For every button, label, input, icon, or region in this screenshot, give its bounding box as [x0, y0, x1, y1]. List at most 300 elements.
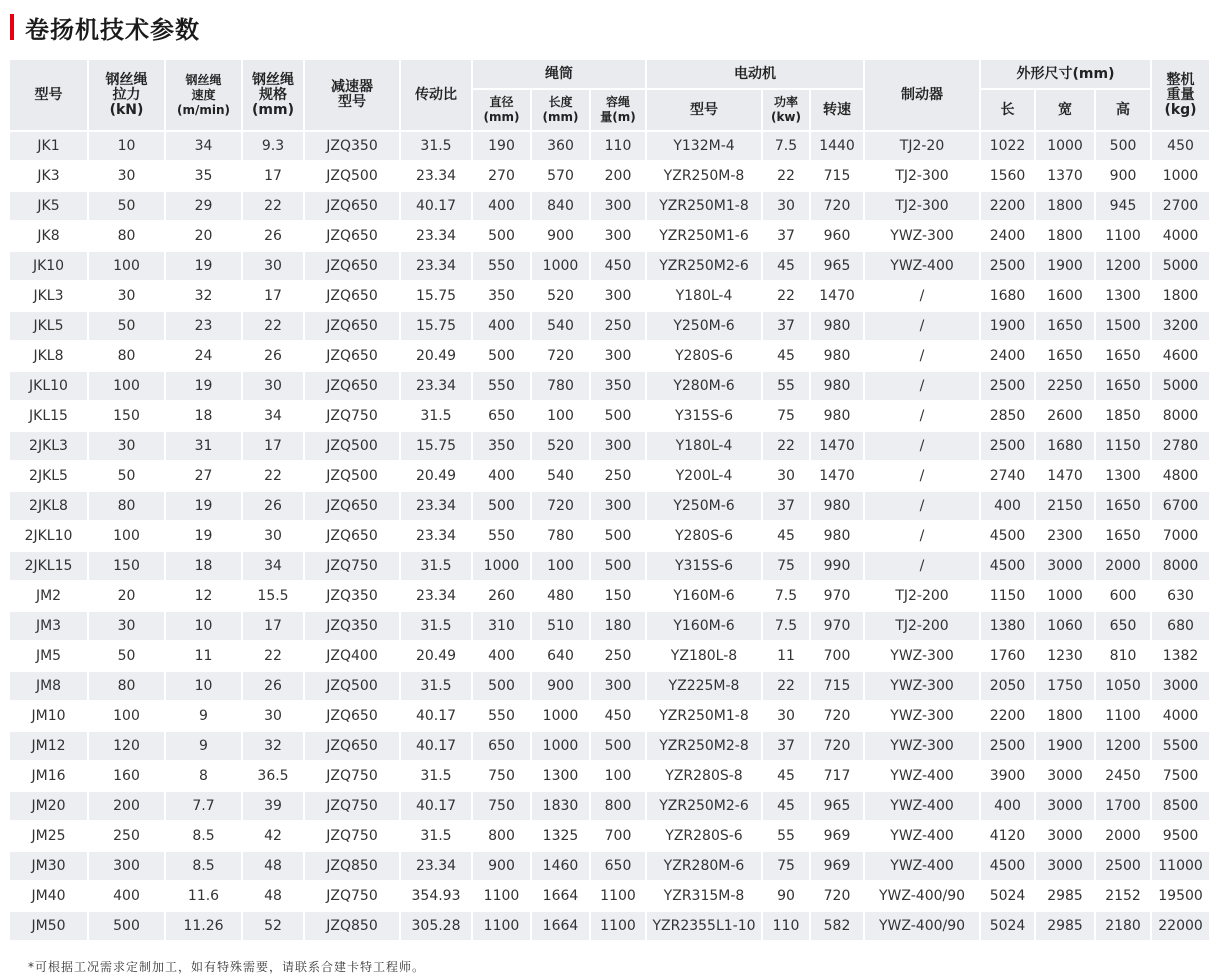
col-header-brake: 制动器	[865, 60, 979, 130]
table-row	[10, 132, 1209, 160]
cell-drum-capacity: 250	[591, 312, 645, 340]
cell-dim-height: 650	[1096, 612, 1150, 640]
cell-ratio: 23.34	[401, 222, 471, 250]
table-row	[10, 822, 1209, 850]
cell-rope-tension: 500	[89, 912, 164, 940]
cell-brake: YWZ-400/90	[865, 912, 979, 940]
cell-ratio: 23.34	[401, 252, 471, 280]
cell-model: JM8	[10, 672, 87, 700]
cell-motor-speed: 720	[811, 192, 863, 220]
cell-dim-height: 1200	[1096, 252, 1150, 280]
cell-drum-length: 360	[532, 132, 589, 160]
cell-dim-height: 1650	[1096, 522, 1150, 550]
col-header-rope-tension: 钢丝绳 拉力 (kN)	[89, 60, 164, 130]
cell-rope-speed: 29	[166, 192, 241, 220]
cell-drum-length: 780	[532, 522, 589, 550]
cell-motor-model: Y280S-6	[647, 522, 761, 550]
cell-drum-length: 1830	[532, 792, 589, 820]
cell-model: JM5	[10, 642, 87, 670]
col-group-dimensions: 外形尺寸(mm)	[981, 60, 1150, 88]
cell-drum-length: 540	[532, 462, 589, 490]
cell-model: JM20	[10, 792, 87, 820]
cell-weight: 3200	[1152, 312, 1209, 340]
cell-dim-length: 2500	[981, 372, 1034, 400]
cell-weight: 8000	[1152, 402, 1209, 430]
cell-drum-capacity: 200	[591, 162, 645, 190]
cell-dim-length: 4500	[981, 552, 1034, 580]
cell-motor-model: Y200L-4	[647, 462, 761, 490]
cell-dim-length: 400	[981, 792, 1034, 820]
cell-model: JM50	[10, 912, 87, 940]
col-header-motor-model: 型号	[647, 90, 761, 130]
cell-dim-height: 1050	[1096, 672, 1150, 700]
cell-reducer: JZQ650	[305, 372, 399, 400]
cell-rope-speed: 24	[166, 342, 241, 370]
cell-motor-speed: 700	[811, 642, 863, 670]
cell-rope-speed: 11	[166, 642, 241, 670]
cell-rope-spec: 30	[243, 702, 303, 730]
cell-dim-length: 1760	[981, 642, 1034, 670]
cell-brake: TJ2-200	[865, 612, 979, 640]
cell-reducer: JZQ850	[305, 912, 399, 940]
cell-dim-width: 1470	[1036, 462, 1094, 490]
cell-ratio: 31.5	[401, 132, 471, 160]
table-row	[10, 342, 1209, 370]
cell-motor-speed: 965	[811, 252, 863, 280]
table-row	[10, 222, 1209, 250]
cell-dim-height: 1650	[1096, 342, 1150, 370]
cell-motor-speed: 1470	[811, 282, 863, 310]
cell-drum-diameter: 500	[473, 492, 530, 520]
cell-motor-power: 37	[763, 492, 809, 520]
cell-reducer: JZQ400	[305, 642, 399, 670]
cell-rope-speed: 19	[166, 522, 241, 550]
cell-rope-spec: 48	[243, 852, 303, 880]
cell-model: JKL5	[10, 312, 87, 340]
cell-drum-diameter: 900	[473, 852, 530, 880]
cell-motor-model: YZR2355L1-10	[647, 912, 761, 940]
cell-drum-diameter: 550	[473, 252, 530, 280]
cell-rope-spec: 39	[243, 792, 303, 820]
cell-dim-length: 1680	[981, 282, 1034, 310]
cell-motor-speed: 970	[811, 612, 863, 640]
cell-dim-length: 2400	[981, 222, 1034, 250]
table-row	[10, 372, 1209, 400]
cell-weight: 2700	[1152, 192, 1209, 220]
table-row	[10, 672, 1209, 700]
cell-dim-length: 2500	[981, 252, 1034, 280]
cell-brake: /	[865, 492, 979, 520]
table-row	[10, 432, 1209, 460]
cell-motor-power: 75	[763, 402, 809, 430]
cell-dim-width: 1900	[1036, 252, 1094, 280]
table-row	[10, 282, 1209, 310]
cell-reducer: JZQ750	[305, 882, 399, 910]
cell-reducer: JZQ350	[305, 582, 399, 610]
cell-rope-spec: 30	[243, 522, 303, 550]
cell-rope-tension: 30	[89, 612, 164, 640]
cell-motor-power: 75	[763, 852, 809, 880]
table-row	[10, 492, 1209, 520]
cell-rope-tension: 160	[89, 762, 164, 790]
cell-motor-power: 30	[763, 462, 809, 490]
cell-weight: 1382	[1152, 642, 1209, 670]
cell-dim-height: 900	[1096, 162, 1150, 190]
table-row	[10, 852, 1209, 880]
cell-weight: 22000	[1152, 912, 1209, 940]
cell-dim-height: 2180	[1096, 912, 1150, 940]
cell-rope-speed: 10	[166, 672, 241, 700]
cell-motor-model: YZR280M-6	[647, 852, 761, 880]
cell-motor-speed: 969	[811, 852, 863, 880]
cell-dim-length: 2400	[981, 342, 1034, 370]
cell-dim-width: 1800	[1036, 222, 1094, 250]
table-row	[10, 312, 1209, 340]
cell-weight: 9500	[1152, 822, 1209, 850]
cell-rope-spec: 26	[243, 492, 303, 520]
table-row	[10, 762, 1209, 790]
cell-reducer: JZQ650	[305, 732, 399, 760]
cell-dim-height: 1500	[1096, 312, 1150, 340]
cell-rope-tension: 150	[89, 402, 164, 430]
cell-motor-power: 30	[763, 702, 809, 730]
table-row	[10, 882, 1209, 910]
cell-rope-tension: 50	[89, 462, 164, 490]
cell-rope-spec: 26	[243, 672, 303, 700]
cell-motor-power: 11	[763, 642, 809, 670]
cell-motor-power: 7.5	[763, 132, 809, 160]
cell-motor-model: Y132M-4	[647, 132, 761, 160]
cell-model: JK8	[10, 222, 87, 250]
cell-motor-speed: 715	[811, 672, 863, 700]
cell-reducer: JZQ750	[305, 792, 399, 820]
cell-motor-model: YZ225M-8	[647, 672, 761, 700]
cell-motor-speed: 980	[811, 522, 863, 550]
cell-rope-speed: 20	[166, 222, 241, 250]
cell-rope-spec: 22	[243, 192, 303, 220]
cell-model: 2JKL8	[10, 492, 87, 520]
cell-rope-speed: 12	[166, 582, 241, 610]
cell-dim-height: 1100	[1096, 222, 1150, 250]
cell-motor-power: 7.5	[763, 612, 809, 640]
cell-motor-model: Y315S-6	[647, 552, 761, 580]
cell-weight: 7000	[1152, 522, 1209, 550]
cell-rope-tension: 100	[89, 252, 164, 280]
cell-rope-spec: 26	[243, 342, 303, 370]
cell-dim-width: 1230	[1036, 642, 1094, 670]
cell-motor-speed: 965	[811, 792, 863, 820]
cell-rope-spec: 17	[243, 612, 303, 640]
cell-brake: YWZ-400	[865, 822, 979, 850]
cell-rope-speed: 8	[166, 762, 241, 790]
cell-rope-speed: 10	[166, 612, 241, 640]
cell-dim-height: 600	[1096, 582, 1150, 610]
cell-rope-speed: 19	[166, 252, 241, 280]
table-row	[10, 912, 1209, 940]
cell-rope-speed: 19	[166, 372, 241, 400]
table-row	[10, 642, 1209, 670]
cell-dim-width: 1370	[1036, 162, 1094, 190]
cell-weight: 7500	[1152, 762, 1209, 790]
cell-drum-length: 100	[532, 402, 589, 430]
cell-brake: YWZ-300	[865, 702, 979, 730]
cell-rope-speed: 9	[166, 702, 241, 730]
cell-brake: /	[865, 312, 979, 340]
cell-dim-length: 4500	[981, 522, 1034, 550]
cell-motor-power: 55	[763, 822, 809, 850]
cell-brake: YWZ-400	[865, 762, 979, 790]
cell-drum-capacity: 300	[591, 672, 645, 700]
cell-model: JK3	[10, 162, 87, 190]
cell-drum-length: 1000	[532, 732, 589, 760]
cell-motor-speed: 720	[811, 882, 863, 910]
cell-motor-speed: 990	[811, 552, 863, 580]
cell-model: JK10	[10, 252, 87, 280]
cell-reducer: JZQ350	[305, 132, 399, 160]
cell-dim-length: 4500	[981, 852, 1034, 880]
cell-ratio: 40.17	[401, 192, 471, 220]
cell-dim-length: 2200	[981, 192, 1034, 220]
cell-motor-model: YZR250M2-6	[647, 792, 761, 820]
cell-drum-diameter: 550	[473, 372, 530, 400]
cell-motor-power: 22	[763, 282, 809, 310]
cell-ratio: 15.75	[401, 312, 471, 340]
cell-rope-speed: 31	[166, 432, 241, 460]
col-header-model: 型号	[10, 60, 87, 130]
col-header-motor-power: 功率 (kw)	[763, 90, 809, 130]
cell-brake: /	[865, 402, 979, 430]
table-row	[10, 252, 1209, 280]
cell-dim-width: 1750	[1036, 672, 1094, 700]
cell-brake: /	[865, 522, 979, 550]
cell-rope-tension: 30	[89, 282, 164, 310]
cell-drum-capacity: 500	[591, 732, 645, 760]
cell-model: JK5	[10, 192, 87, 220]
cell-drum-capacity: 300	[591, 342, 645, 370]
cell-motor-model: YZ180L-8	[647, 642, 761, 670]
cell-model: JKL15	[10, 402, 87, 430]
cell-brake: TJ2-300	[865, 192, 979, 220]
cell-drum-diameter: 550	[473, 702, 530, 730]
cell-dim-length: 2050	[981, 672, 1034, 700]
cell-drum-diameter: 190	[473, 132, 530, 160]
cell-rope-spec: 17	[243, 162, 303, 190]
cell-drum-capacity: 150	[591, 582, 645, 610]
cell-rope-speed: 9	[166, 732, 241, 760]
cell-dim-width: 3000	[1036, 762, 1094, 790]
cell-drum-capacity: 650	[591, 852, 645, 880]
cell-drum-diameter: 400	[473, 192, 530, 220]
cell-weight: 6700	[1152, 492, 1209, 520]
cell-motor-model: YZR315M-8	[647, 882, 761, 910]
cell-rope-tension: 50	[89, 312, 164, 340]
cell-rope-spec: 22	[243, 312, 303, 340]
cell-model: JM12	[10, 732, 87, 760]
cell-motor-speed: 1470	[811, 462, 863, 490]
cell-ratio: 40.17	[401, 702, 471, 730]
cell-model: JKL8	[10, 342, 87, 370]
cell-motor-power: 37	[763, 222, 809, 250]
cell-rope-spec: 30	[243, 372, 303, 400]
cell-drum-length: 780	[532, 372, 589, 400]
cell-reducer: JZQ650	[305, 222, 399, 250]
cell-model: 2JKL15	[10, 552, 87, 580]
cell-reducer: JZQ500	[305, 432, 399, 460]
cell-ratio: 40.17	[401, 732, 471, 760]
cell-dim-height: 945	[1096, 192, 1150, 220]
cell-drum-length: 100	[532, 552, 589, 580]
cell-rope-speed: 18	[166, 552, 241, 580]
cell-rope-spec: 34	[243, 552, 303, 580]
cell-rope-speed: 8.5	[166, 822, 241, 850]
cell-weight: 2780	[1152, 432, 1209, 460]
cell-rope-tension: 400	[89, 882, 164, 910]
cell-rope-tension: 80	[89, 492, 164, 520]
cell-ratio: 20.49	[401, 342, 471, 370]
table-header-row-1	[10, 60, 1209, 88]
cell-model: 2JKL10	[10, 522, 87, 550]
cell-dim-length: 4120	[981, 822, 1034, 850]
cell-brake: /	[865, 552, 979, 580]
cell-dim-length: 5024	[981, 882, 1034, 910]
cell-motor-speed: 720	[811, 702, 863, 730]
cell-motor-speed: 980	[811, 492, 863, 520]
cell-motor-model: Y280M-6	[647, 372, 761, 400]
col-header-dim-height: 高	[1096, 90, 1150, 130]
page-title-text: 卷扬机技术参数	[25, 15, 200, 44]
cell-dim-height: 1650	[1096, 492, 1150, 520]
cell-ratio: 23.34	[401, 852, 471, 880]
cell-rope-speed: 8.5	[166, 852, 241, 880]
cell-reducer: JZQ650	[305, 522, 399, 550]
cell-dim-width: 3000	[1036, 852, 1094, 880]
cell-ratio: 23.34	[401, 372, 471, 400]
cell-motor-model: Y250M-6	[647, 312, 761, 340]
cell-reducer: JZQ650	[305, 252, 399, 280]
cell-weight: 1000	[1152, 162, 1209, 190]
cell-motor-power: 7.5	[763, 582, 809, 610]
cell-brake: YWZ-400	[865, 852, 979, 880]
col-header-reducer: 减速器 型号	[305, 60, 399, 130]
table-row	[10, 462, 1209, 490]
cell-rope-speed: 34	[166, 132, 241, 160]
cell-brake: TJ2-200	[865, 582, 979, 610]
table-row	[10, 552, 1209, 580]
cell-drum-length: 720	[532, 492, 589, 520]
cell-reducer: JZQ650	[305, 702, 399, 730]
cell-rope-spec: 52	[243, 912, 303, 940]
cell-drum-length: 1325	[532, 822, 589, 850]
cell-motor-model: YZR280S-6	[647, 822, 761, 850]
cell-reducer: JZQ650	[305, 312, 399, 340]
cell-motor-model: YZR250M2-8	[647, 732, 761, 760]
table-row	[10, 732, 1209, 760]
cell-model: JKL10	[10, 372, 87, 400]
cell-motor-power: 55	[763, 372, 809, 400]
cell-drum-capacity: 1100	[591, 912, 645, 940]
cell-dim-length: 1380	[981, 612, 1034, 640]
cell-dim-width: 1600	[1036, 282, 1094, 310]
cell-ratio: 354.93	[401, 882, 471, 910]
cell-weight: 5500	[1152, 732, 1209, 760]
cell-drum-capacity: 800	[591, 792, 645, 820]
cell-drum-capacity: 300	[591, 222, 645, 250]
cell-drum-capacity: 500	[591, 522, 645, 550]
cell-model: JM25	[10, 822, 87, 850]
cell-drum-diameter: 350	[473, 432, 530, 460]
cell-drum-length: 540	[532, 312, 589, 340]
cell-model: JM10	[10, 702, 87, 730]
cell-dim-height: 1200	[1096, 732, 1150, 760]
cell-weight: 630	[1152, 582, 1209, 610]
cell-weight: 450	[1152, 132, 1209, 160]
cell-dim-width: 1680	[1036, 432, 1094, 460]
cell-motor-power: 22	[763, 432, 809, 460]
cell-drum-diameter: 1100	[473, 882, 530, 910]
cell-ratio: 20.49	[401, 642, 471, 670]
footnote: *可根据工况需求定制加工，如有特殊需要，请联系合建卡特工程师。	[28, 960, 426, 974]
cell-rope-speed: 18	[166, 402, 241, 430]
cell-dim-width: 1000	[1036, 582, 1094, 610]
cell-rope-tension: 200	[89, 792, 164, 820]
cell-model: JKL3	[10, 282, 87, 310]
cell-motor-speed: 717	[811, 762, 863, 790]
cell-dim-height: 1850	[1096, 402, 1150, 430]
cell-reducer: JZQ650	[305, 192, 399, 220]
cell-ratio: 23.34	[401, 492, 471, 520]
cell-reducer: JZQ750	[305, 762, 399, 790]
cell-drum-diameter: 400	[473, 462, 530, 490]
cell-motor-power: 37	[763, 732, 809, 760]
table-row	[10, 612, 1209, 640]
cell-dim-width: 1800	[1036, 702, 1094, 730]
cell-dim-length: 1900	[981, 312, 1034, 340]
cell-motor-model: YZR280S-8	[647, 762, 761, 790]
cell-motor-model: Y250M-6	[647, 492, 761, 520]
page-title	[10, 10, 200, 44]
cell-ratio: 31.5	[401, 762, 471, 790]
cell-drum-capacity: 1100	[591, 882, 645, 910]
cell-ratio: 20.49	[401, 462, 471, 490]
cell-dim-length: 2200	[981, 702, 1034, 730]
cell-drum-capacity: 500	[591, 402, 645, 430]
cell-reducer: JZQ850	[305, 852, 399, 880]
cell-motor-speed: 715	[811, 162, 863, 190]
cell-rope-tension: 150	[89, 552, 164, 580]
cell-model: JM40	[10, 882, 87, 910]
cell-brake: /	[865, 462, 979, 490]
cell-drum-length: 520	[532, 282, 589, 310]
cell-brake: YWZ-300	[865, 642, 979, 670]
cell-weight: 680	[1152, 612, 1209, 640]
cell-rope-tension: 20	[89, 582, 164, 610]
cell-brake: YWZ-300	[865, 222, 979, 250]
cell-motor-model: Y180L-4	[647, 432, 761, 460]
cell-drum-diameter: 1000	[473, 552, 530, 580]
cell-rope-speed: 27	[166, 462, 241, 490]
cell-dim-length: 2500	[981, 732, 1034, 760]
cell-ratio: 31.5	[401, 672, 471, 700]
cell-weight: 3000	[1152, 672, 1209, 700]
cell-brake: /	[865, 342, 979, 370]
cell-motor-power: 45	[763, 792, 809, 820]
cell-dim-width: 2250	[1036, 372, 1094, 400]
cell-rope-speed: 11.26	[166, 912, 241, 940]
cell-brake: YWZ-400/90	[865, 882, 979, 910]
cell-dim-width: 3000	[1036, 552, 1094, 580]
cell-ratio: 31.5	[401, 822, 471, 850]
cell-drum-capacity: 180	[591, 612, 645, 640]
